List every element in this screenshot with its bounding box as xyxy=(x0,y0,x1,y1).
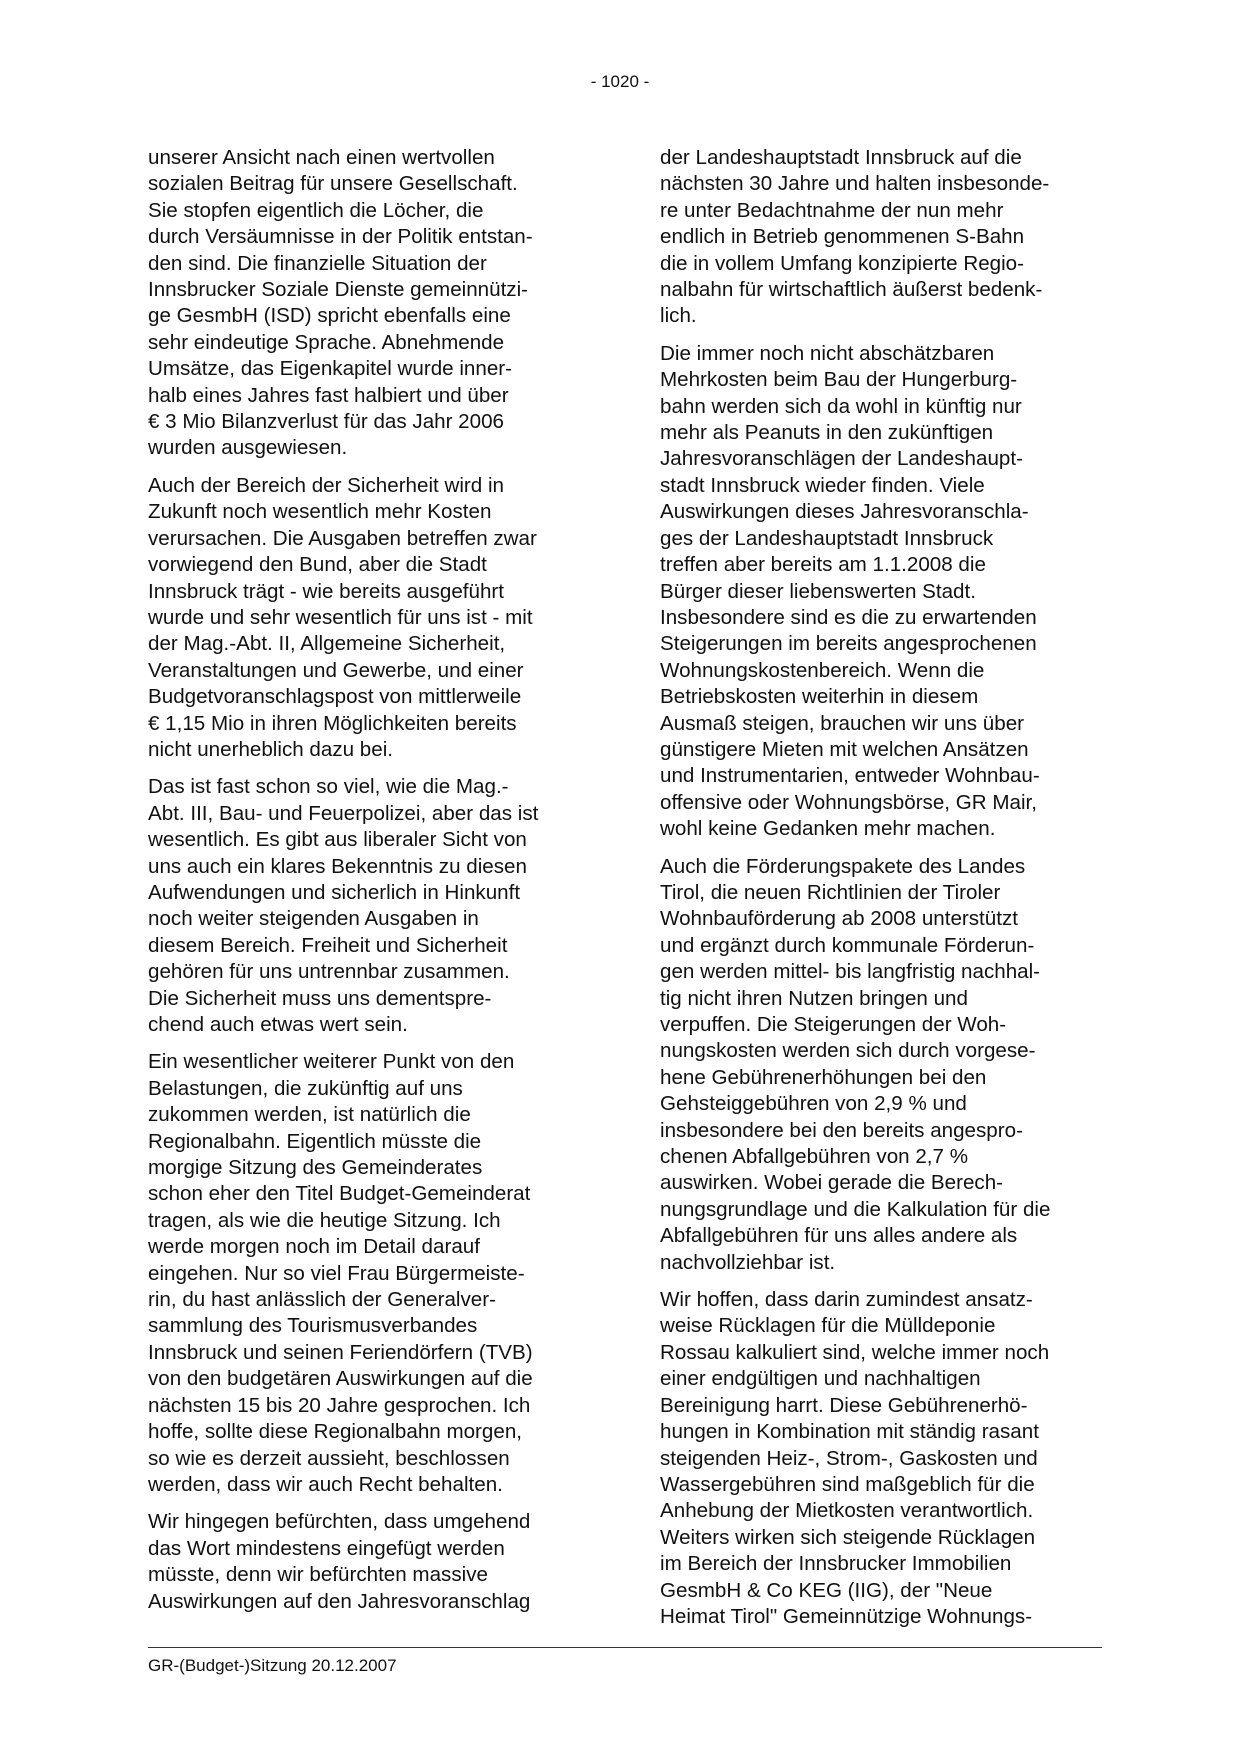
text-line: und ergänzt durch kommunale Förderun- xyxy=(660,933,1035,957)
text-line: lich. xyxy=(660,304,697,328)
text-line: Budgetvoranschlagspost von mittlerweile xyxy=(148,685,522,709)
text-line: das Wort mindestens eingefügt werden xyxy=(148,1536,505,1560)
paragraph xyxy=(148,145,593,462)
text-line: insbesondere bei den bereits angespro- xyxy=(660,1118,1023,1142)
text-line: der Mag.-Abt. II, Allgemeine Sicherheit, xyxy=(148,632,506,656)
text-line: noch weiter steigenden Ausgaben in xyxy=(148,907,479,931)
text-line: Jahresvoranschlägen der Landeshaupt- xyxy=(660,447,1023,471)
text-line: Regionalbahn. Eigentlich müsste die xyxy=(148,1129,482,1153)
text-line: ges der Landeshauptstadt Innsbruck xyxy=(660,526,994,550)
text-line: den sind. Die finanzielle Situation der xyxy=(148,251,487,275)
text-line: und Instrumentarien, entweder Wohnbau- xyxy=(660,764,1040,788)
text-line: Insbesondere sind es die zu erwartenden xyxy=(660,605,1037,629)
text-line: offensive oder Wohnungsbörse, GR Mair, xyxy=(660,790,1037,814)
text-line: sehr eindeutige Sprache. Abnehmende xyxy=(148,330,505,354)
text-line: Weiters wirken sich steigende Rücklagen xyxy=(660,1525,1036,1549)
paragraph xyxy=(148,1509,593,1615)
text-line: Gehsteiggebühren von 2,9 % und xyxy=(660,1092,967,1116)
text-line: Ausmaß steigen, brauchen wir uns über xyxy=(660,711,1025,735)
text-line: hungen in Kombination mit ständig rasant xyxy=(660,1420,1039,1444)
text-line: hoffe, sollte diese Regionalbahn morgen, xyxy=(148,1420,522,1444)
text-line: tig nicht ihren Nutzen bringen und xyxy=(660,986,968,1010)
text-line: sozialen Beitrag für unsere Gesellschaft. xyxy=(148,172,518,196)
paragraph xyxy=(660,1287,1105,1630)
text-line: wesentlich. Es gibt aus liberaler Sicht von xyxy=(148,828,527,852)
text-line: Belastungen, die zukünftig auf uns xyxy=(148,1076,463,1100)
page-number: - 1020 - xyxy=(590,72,650,91)
footer-session-label: GR-(Budget-)Sitzung 20.12.2007 xyxy=(148,1656,397,1675)
text-line: € 1,15 Mio in ihren Möglichkeiten bereits xyxy=(148,711,517,735)
text-line: gehören für uns untrennbar zusammen. xyxy=(148,960,510,984)
text-line: chend auch etwas wert sein. xyxy=(148,1013,408,1036)
text-line: Tirol, die neuen Richtlinien der Tiroler xyxy=(660,880,1001,904)
text-line: hene Gebührenerhöhungen bei den xyxy=(660,1065,987,1089)
text-line: uns auch ein klares Bekenntnis zu diesen xyxy=(148,854,527,878)
text-line: von den budgetären Auswirkungen auf die xyxy=(148,1367,533,1391)
text-line: Bürger dieser liebenswerten Stadt. xyxy=(660,579,976,603)
paragraph xyxy=(660,854,1105,1277)
text-line: halb eines Jahres fast halbiert und über xyxy=(148,383,509,407)
text-line: nachvollziehbar ist. xyxy=(660,1250,836,1274)
text-line: die in vollem Umfang konzipierte Regio- xyxy=(660,251,1024,275)
text-line: zukommen werden, ist natürlich die xyxy=(148,1103,471,1127)
text-line: Innsbruck trägt - wie bereits ausgeführt xyxy=(148,579,504,603)
text-line: Abt. III, Bau- und Feuerpolizei, aber das ist xyxy=(148,801,539,825)
text-line: Rossau kalkuliert sind, welche immer noch xyxy=(660,1340,1050,1364)
text-line: Bereinigung harrt. Diese Gebührenerhö- xyxy=(660,1393,1028,1417)
text-line: wurden ausgewiesen. xyxy=(148,436,348,460)
text-line: Das ist fast schon so viel, wie die Mag.- xyxy=(148,775,509,799)
text-line: Innsbrucker Soziale Dienste gemeinnützi- xyxy=(148,278,529,302)
text-line: Die Sicherheit muss uns dementspre- xyxy=(148,986,492,1010)
text-line: diesem Bereich. Freiheit und Sicherheit xyxy=(148,933,508,957)
text-line: so wie es derzeit aussieht, beschlossen xyxy=(148,1446,510,1470)
text-line: einer endgültigen und nachhaltigen xyxy=(660,1367,981,1391)
text-line: weise Rücklagen für die Mülldeponie xyxy=(660,1314,996,1338)
text-line: Innsbruck und seinen Feriendörfern (TVB) xyxy=(148,1340,533,1364)
paragraph xyxy=(660,145,1105,330)
text-line: Wassergebühren sind maßgeblich für die xyxy=(660,1472,1035,1496)
text-line: treffen aber bereits am 1.1.2008 die xyxy=(660,553,986,577)
text-line: Steigerungen im bereits angesprochenen xyxy=(660,632,1037,656)
text-line: rin, du hast anlässlich der Generalver- xyxy=(148,1288,496,1312)
text-line: Die immer noch nicht abschätzbaren xyxy=(660,341,995,365)
text-line: GesmbH & Co KEG (IIG), der "Neue xyxy=(660,1578,993,1602)
text-line: Betriebskosten weiterhin in diesem xyxy=(660,685,979,709)
text-line: Veranstaltungen und Gewerbe, und einer xyxy=(148,658,524,682)
text-line: wurde und sehr wesentlich für uns ist - mit xyxy=(148,605,533,629)
text-line: sammlung des Tourismusverbandes xyxy=(148,1314,478,1338)
text-line: Zukunft noch wesentlich mehr Kosten xyxy=(148,500,492,524)
text-line: Wohnbauförderung ab 2008 unterstützt xyxy=(660,907,1018,931)
text-line: Ein wesentlicher weiterer Punkt von den xyxy=(148,1050,515,1074)
text-line: nächsten 15 bis 20 Jahre gesprochen. Ich xyxy=(148,1393,531,1417)
text-line: Anhebung der Mietkosten verantwortlich. xyxy=(660,1499,1034,1523)
paragraph xyxy=(148,1049,593,1498)
paragraph xyxy=(148,774,593,1038)
left-column xyxy=(148,145,593,1626)
text-line: endlich in Betrieb genommenen S-Bahn xyxy=(660,225,1025,249)
text-line: Wir hoffen, dass darin zumindest ansatz- xyxy=(660,1288,1033,1312)
paragraph xyxy=(660,341,1105,843)
text-line: Auswirkungen auf den Jahresvoranschlag xyxy=(148,1589,531,1613)
text-line: auswirken. Wobei gerade die Berech- xyxy=(660,1171,1004,1195)
text-line: wohl keine Gedanken mehr machen. xyxy=(660,817,996,841)
text-line: vorwiegend den Bund, aber die Stadt xyxy=(148,553,487,577)
text-line: morgige Sitzung des Gemeinderates xyxy=(148,1156,483,1180)
text-line: nungskosten werden sich durch vorgese- xyxy=(660,1039,1036,1063)
text-line: gen werden mittel- bis langfristig nachhal- xyxy=(660,960,1041,984)
text-line: bahn werden sich da wohl in künftig nur xyxy=(660,394,1022,418)
text-line: Abfallgebühren für uns alles andere als xyxy=(660,1224,1018,1248)
text-line: durch Versäumnisse in der Politik entstan- xyxy=(148,225,533,249)
text-line: Umsätze, das Eigenkapitel wurde inner- xyxy=(148,357,513,381)
paragraph xyxy=(148,473,593,763)
text-line: nächsten 30 Jahre und halten insbesonde- xyxy=(660,172,1050,196)
text-line: tragen, als wie die heutige Sitzung. Ich xyxy=(148,1208,501,1232)
text-line: steigenden Heiz-, Strom-, Gaskosten und xyxy=(660,1446,1038,1470)
text-line: ge GesmbH (ISD) spricht ebenfalls eine xyxy=(148,304,511,328)
text-line: unserer Ansicht nach einen wertvollen xyxy=(148,146,495,169)
text-line: nicht unerheblich dazu bei. xyxy=(148,737,394,761)
text-line: € 3 Mio Bilanzverlust für das Jahr 2006 xyxy=(148,410,504,434)
text-line: Wir hingegen befürchten, dass umgehend xyxy=(148,1510,531,1534)
text-line: chenen Abfallgebühren von 2,7 % xyxy=(660,1145,969,1169)
text-line: eingehen. Nur so viel Frau Bürgermeiste- xyxy=(148,1261,525,1285)
text-line: verursachen. Die Ausgaben betreffen zwar xyxy=(148,526,537,550)
text-line: Heimat Tirol" Gemeinnützige Wohnungs- xyxy=(660,1604,1033,1628)
text-line: re unter Bedachtnahme der nun mehr xyxy=(660,198,1004,222)
text-line: im Bereich der Innsbrucker Immobilien xyxy=(660,1552,1012,1576)
text-line: Wohnungskostenbereich. Wenn die xyxy=(660,658,985,682)
text-line: werden, dass wir auch Recht behalten. xyxy=(148,1472,503,1496)
footer-divider xyxy=(148,1647,1102,1648)
text-line: schon eher den Titel Budget-Gemeinderat xyxy=(148,1182,531,1206)
text-line: verpuffen. Die Steigerungen der Woh- xyxy=(660,1013,1007,1036)
text-line: Aufwendungen und sicherlich in Hinkunft xyxy=(148,880,521,904)
right-column xyxy=(660,145,1105,1641)
text-line: Sie stopfen eigentlich die Löcher, die xyxy=(148,198,484,222)
text-line: mehr als Peanuts in den zukünftigen xyxy=(660,421,994,445)
text-line: nalbahn für wirtschaftlich äußerst bedenk- xyxy=(660,278,1043,302)
text-line: stadt Innsbruck wieder finden. Viele xyxy=(660,473,985,497)
text-line: der Landeshauptstadt Innsbruck auf die xyxy=(660,146,1022,169)
text-line: müsste, denn wir befürchten massive xyxy=(148,1563,488,1587)
text-line: Auswirkungen dieses Jahresvoranschla- xyxy=(660,500,1029,524)
text-line: Auch der Bereich der Sicherheit wird in xyxy=(148,473,504,497)
text-line: Auch die Förderungspakete des Landes xyxy=(660,854,1026,878)
text-line: Mehrkosten beim Bau der Hungerburg- xyxy=(660,368,1018,392)
text-line: nungsgrundlage und die Kalkulation für die xyxy=(660,1197,1051,1221)
text-line: günstigere Mieten mit welchen Ansätzen xyxy=(660,737,1029,761)
text-line: werde morgen noch im Detail darauf xyxy=(148,1235,480,1259)
